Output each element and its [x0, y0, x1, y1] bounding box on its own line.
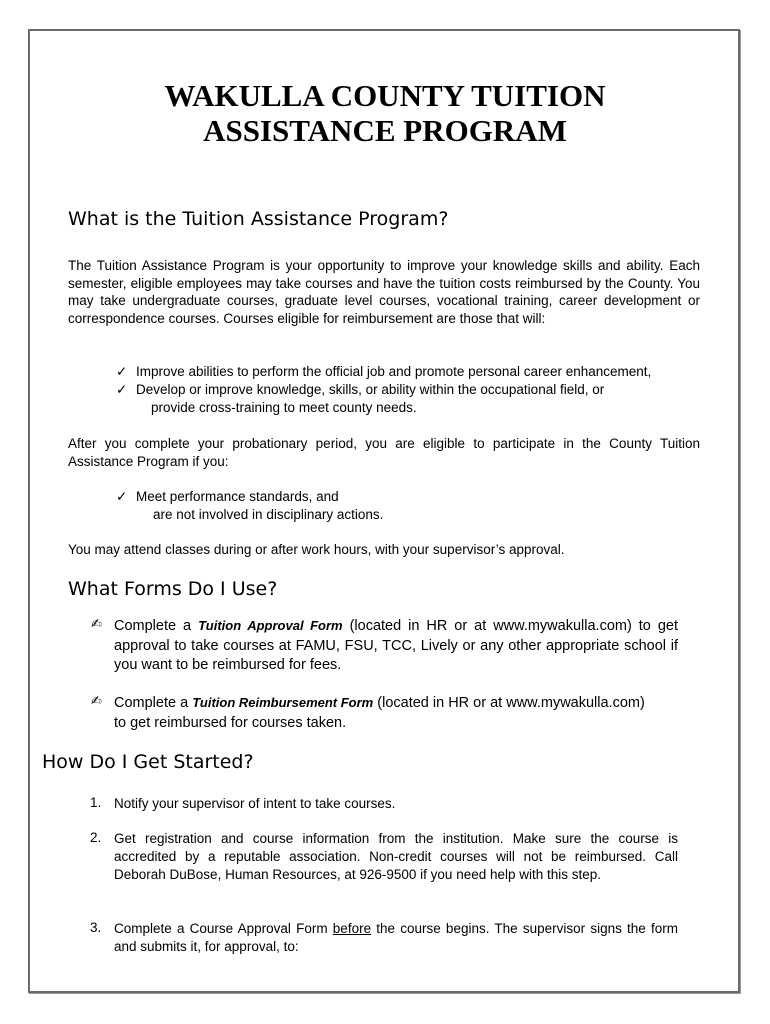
form-item-approval [114, 616, 678, 676]
section-heading-forms: What Forms Do I Use? [68, 578, 278, 600]
check-icon: ✓ [116, 364, 128, 379]
section-heading-what-is: What is the Tuition Assistance Program? [68, 208, 449, 230]
form-item-prefix: Complete a [114, 618, 199, 634]
title-line-1: WAKULLA COUNTY TUITION [164, 78, 606, 113]
writing-hand-icon: ✍ [91, 616, 102, 631]
check-icon: ✓ [116, 489, 128, 504]
tuition-reimbursement-form-name: Tuition Reimbursement Form [192, 695, 374, 710]
form-item-location: (located in HR or at www.mywakulla.com) [342, 618, 632, 634]
form-item-description: to get reimbursed for courses taken. [114, 714, 347, 731]
page-title [0, 78, 770, 148]
step-2-text: Get registration and course information from the institution. Make sure the course is accredited by a reputable association. Non-credit courses will not be reimbursed. Call Deborah DuBose, Human Resources, at 926-9500 if you need help with this step. [114, 831, 678, 882]
title-line-2: ASSISTANCE PROGRAM [203, 113, 567, 148]
check-item-3 [116, 489, 339, 505]
work-hours-paragraph: You may attend classes during or after work hours, with your supervisor’s approval. [68, 542, 565, 557]
form-item-location: (located in HR or at www.mywakulla.com) [373, 695, 645, 711]
step-3-text [114, 920, 678, 956]
section-heading-get-started: How Do I Get Started? [42, 751, 254, 773]
step-number-1: 1. [90, 795, 102, 810]
check-item-2-continuation: provide cross-training to meet county needs. [151, 400, 417, 415]
eligibility-paragraph: After you complete your probationary period, you are eligible to participate in the County Tuition Assistance Program if you: [68, 436, 700, 469]
check-item-3-text: Meet performance standards, and [136, 489, 339, 504]
tuition-approval-form-name: Tuition Approval Form [198, 618, 343, 633]
check-item-2 [116, 382, 604, 398]
step-3-emphasis: before [332, 921, 372, 936]
step-number-2: 2. [90, 830, 102, 845]
form-item-reimbursement [114, 693, 734, 733]
step-3-text-after: the course begins. The supervisor signs the form and submits it, for approval, to: [114, 921, 678, 954]
form-item-description: to get approval to take courses at FAMU, FSU, TCC, Lively or any other appropriate school if you want to be reimbursed for fees. [114, 618, 678, 673]
check-icon: ✓ [116, 382, 128, 397]
check-item-2-text: Develop or improve knowledge, skills, or ability within the occupational field, or [136, 382, 605, 397]
step-number-3: 3. [90, 920, 102, 935]
form-item-prefix: Complete a [114, 695, 193, 711]
intro-paragraph: The Tuition Assistance Program is your opportunity to improve your knowledge skills and ability. Each semester, eligible employees may take courses and have the tuition costs reimbursed by the County. You may take undergraduate courses, graduate level courses, vocational training, career development or correspondence courses. Courses eligible for reimbursement are those that will: [68, 258, 700, 326]
step-3-text-before: Complete a Course Approval Form [114, 921, 333, 936]
check-item-3-continuation: are not involved in disciplinary actions. [153, 507, 384, 522]
step-1-text: Notify your supervisor of intent to take courses. [114, 796, 396, 811]
writing-hand-icon: ✍ [91, 693, 102, 708]
check-item-1-text: Improve abilities to perform the official job and promote personal career enhancement, [136, 364, 652, 379]
check-item-1 [116, 364, 651, 380]
